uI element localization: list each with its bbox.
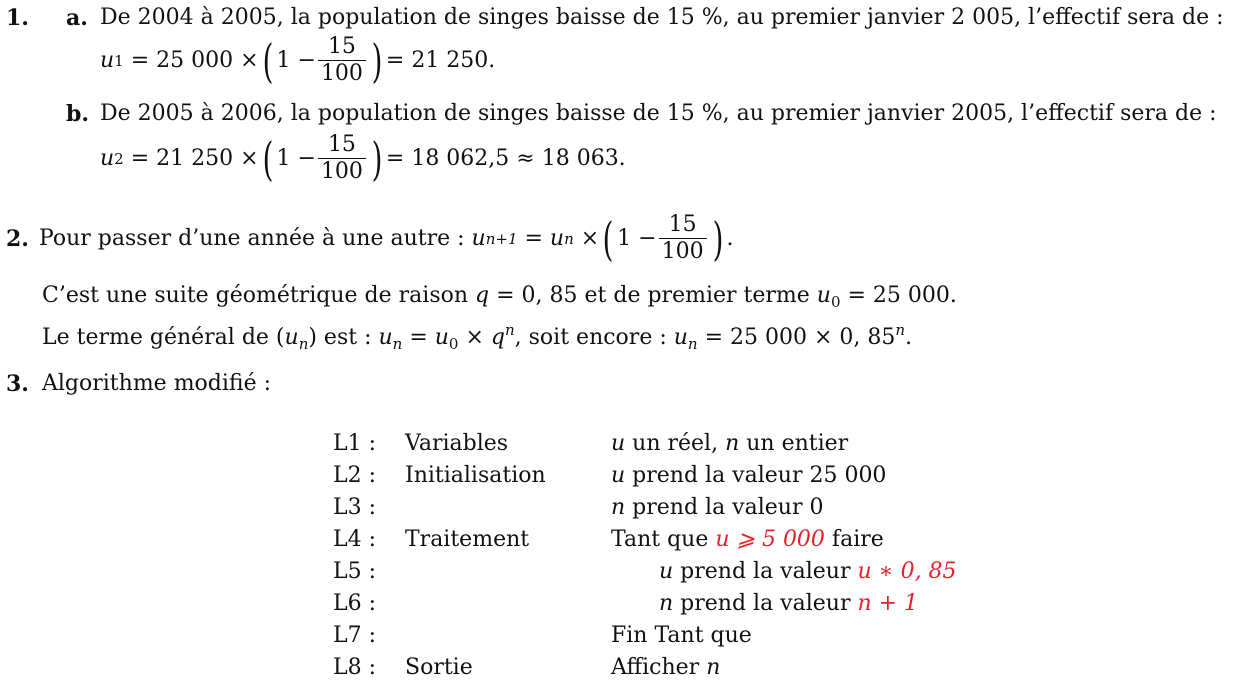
var-italic: n <box>659 591 674 616</box>
left-paren: ( <box>262 131 273 186</box>
question-2-intro: Pour passer d’une année à une autre : <box>38 226 472 251</box>
algorithm-row <box>333 556 957 588</box>
one-minus: 1 − <box>617 226 657 251</box>
instruction-text: prend la valeur 25 000 <box>625 463 887 488</box>
var-italic: n <box>725 431 740 456</box>
subscript: n <box>392 335 403 353</box>
var-q: q <box>490 325 505 350</box>
period: . <box>726 226 734 251</box>
algorithm-row <box>333 620 957 652</box>
algorithm-row <box>333 588 957 620</box>
var-italic: u <box>611 463 626 488</box>
numerator: 15 <box>318 132 366 159</box>
instruction <box>611 492 823 524</box>
times: × <box>573 226 600 251</box>
var-q: q <box>475 283 490 308</box>
question-3-title: Algorithme modifié : <box>42 371 272 396</box>
subscript: n+1 <box>485 229 518 248</box>
instruction-text: un réel, <box>625 431 726 456</box>
question-2-line1 <box>6 212 734 265</box>
instruction <box>611 556 957 588</box>
var-u: u <box>100 146 115 171</box>
denominator: 100 <box>320 61 363 86</box>
fraction <box>318 34 366 87</box>
var-u: u <box>378 325 393 350</box>
section-label <box>405 492 611 524</box>
instruction-text: un entier <box>739 431 849 456</box>
subscript: n <box>687 335 698 353</box>
algorithm-row <box>333 428 957 460</box>
instruction-text: prend la valeur 0 <box>625 495 824 520</box>
subscript: 2 <box>114 149 124 168</box>
right-paren: ) <box>712 211 723 266</box>
line-label: L7 : <box>333 623 377 648</box>
var-u: u <box>284 325 299 350</box>
section-label <box>405 620 611 652</box>
var-u: u <box>434 325 449 350</box>
text: C’est une suite géométrique de raison <box>42 283 476 308</box>
var-u: u <box>100 48 115 73</box>
var-u: u <box>549 226 565 251</box>
instruction-text: prend la valeur <box>673 591 858 616</box>
question-1a-label: a. <box>66 5 88 31</box>
question-2-line2 <box>42 283 957 311</box>
subscript: n <box>564 229 574 248</box>
instruction <box>611 588 918 620</box>
text: = <box>402 325 435 350</box>
var-italic: u <box>659 559 674 584</box>
equation-result: = 21 250. <box>385 48 496 73</box>
var-italic: u <box>611 431 626 456</box>
line-label: L2 : <box>333 463 377 488</box>
condition-red: n + 1 <box>857 591 919 616</box>
equation-text: = 21 250 × <box>123 146 259 171</box>
equation-result: = 18 062,5 ≈ 18 063. <box>385 146 626 171</box>
superscript: n <box>504 321 515 339</box>
algorithm-row <box>333 652 957 684</box>
text: = 25 000 × 0, 85 <box>697 325 896 350</box>
algorithm-table <box>333 428 957 684</box>
instruction-text: Tant que <box>611 527 716 552</box>
denominator: 100 <box>661 239 704 264</box>
numerator: 15 <box>318 34 366 61</box>
question-1a-text: De 2004 à 2005, la population de singes baisse de 15 %, au premier janvier 2 005, l’effectif sera de : <box>100 5 1224 30</box>
instruction-text: Fin Tant que <box>611 623 752 648</box>
condition-red: u ⩾ 5 000 <box>715 527 825 552</box>
subscript: n <box>298 335 309 353</box>
algorithm-row <box>333 524 957 556</box>
section-label: Sortie <box>405 655 473 680</box>
var-u: u <box>673 325 688 350</box>
text: . <box>905 325 913 350</box>
var-italic: n <box>611 495 626 520</box>
text: , soit encore : <box>514 325 674 350</box>
equation-text: = 25 000 × <box>123 48 259 73</box>
instruction <box>611 620 752 652</box>
fraction <box>659 212 707 265</box>
left-paren: ( <box>602 211 614 266</box>
text: × <box>458 325 491 350</box>
condition-red: u ∗ 0, 85 <box>857 559 957 584</box>
left-paren: ( <box>262 33 273 88</box>
line-label: L6 : <box>333 591 377 616</box>
question-1b-label: b. <box>66 101 90 127</box>
question-2-line3 <box>42 321 912 353</box>
line-label: L1 : <box>333 431 377 456</box>
instruction <box>611 428 848 460</box>
line-label: L4 : <box>333 527 377 552</box>
right-paren: ) <box>371 33 383 88</box>
one-minus: 1 − <box>276 146 316 171</box>
line-label: L3 : <box>333 495 377 520</box>
text: = 0, 85 et de premier terme <box>489 283 817 308</box>
question-1-number: 1. <box>6 5 29 31</box>
text: = 25 000. <box>840 283 957 308</box>
instruction-text: prend la valeur <box>673 559 858 584</box>
section-label <box>405 588 611 620</box>
instruction-text: Afficher <box>611 655 707 680</box>
instruction <box>611 460 886 492</box>
equation-u1 <box>100 34 495 87</box>
one-minus: 1 − <box>276 48 316 73</box>
numerator: 15 <box>659 212 707 239</box>
var-u: u <box>471 226 486 251</box>
denominator: 100 <box>320 159 363 184</box>
section-label: Variables <box>405 431 509 456</box>
line-label: L8 : <box>333 655 377 680</box>
subscript: 0 <box>830 293 841 311</box>
superscript: n <box>895 321 906 339</box>
var-u: u <box>816 283 831 308</box>
subscript: 0 <box>448 335 459 353</box>
section-label: Initialisation <box>405 463 546 488</box>
line-label: L5 : <box>333 559 377 584</box>
algorithm-row <box>333 492 957 524</box>
equation-u2 <box>100 132 626 185</box>
question-1b-text: De 2005 à 2006, la population de singes baisse de 15 %, au premier janvier 2005, l’effectif sera de : <box>100 101 1217 126</box>
text: Le terme général de ( <box>42 325 285 350</box>
instruction <box>611 652 720 684</box>
fraction <box>318 132 366 185</box>
question-3-number: 3. <box>6 371 29 397</box>
question-2-number: 2. <box>6 225 29 252</box>
instruction <box>611 524 884 556</box>
var-italic: n <box>706 655 721 680</box>
section-label <box>405 556 611 588</box>
section-label: Traitement <box>405 527 530 552</box>
right-paren: ) <box>371 131 383 186</box>
subscript: 1 <box>114 51 124 70</box>
algorithm-row <box>333 460 957 492</box>
instruction-text: faire <box>824 527 884 552</box>
equals: = <box>517 226 550 251</box>
text: ) est : <box>308 325 379 350</box>
